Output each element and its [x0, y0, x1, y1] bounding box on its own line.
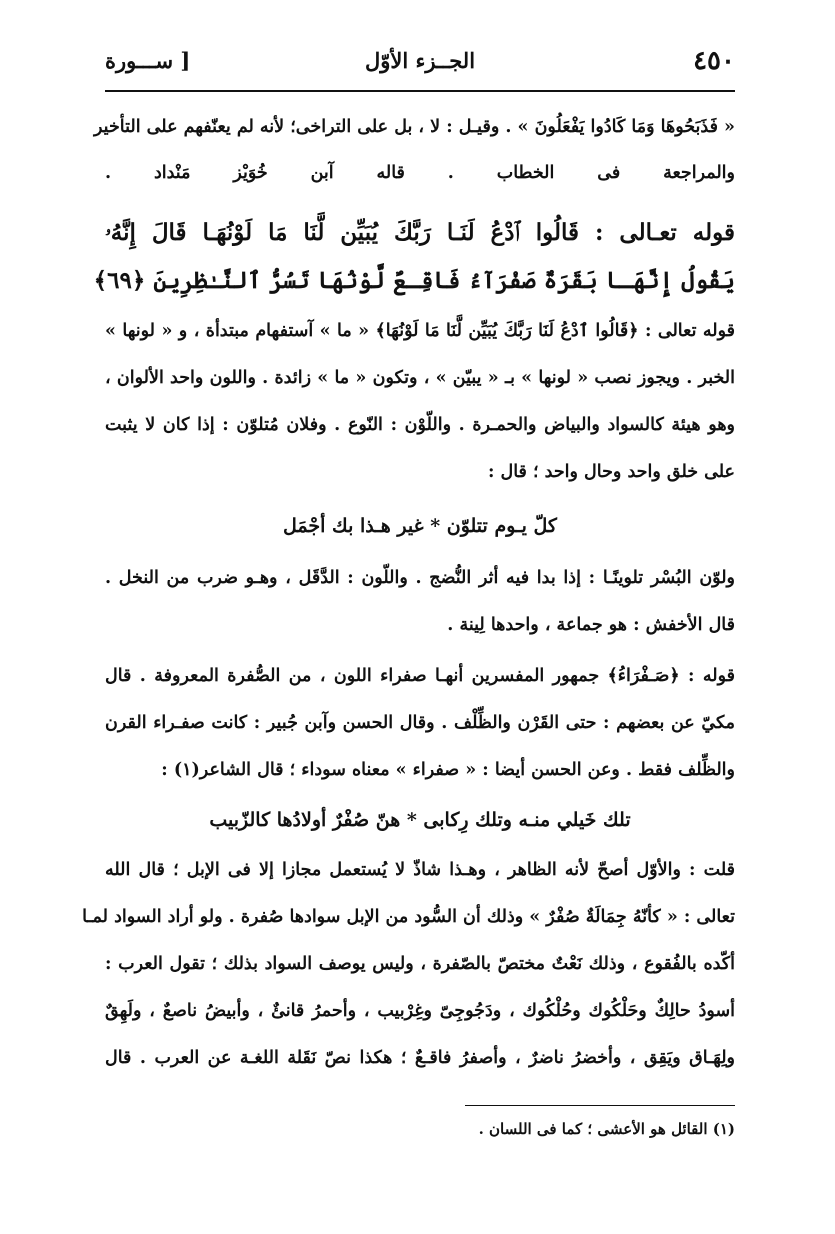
text-line: قلت : والأوّل أصحّ لأنه الظاهر ، وهـذا شاذّ لا يُستعمل مجازا إلا فى الإبل ؛ قال الله: [105, 860, 735, 880]
header-rule: [105, 90, 735, 92]
text-line: وهو هيئة كالسواد والبياض والحمـرة . واللّوْن : النّوع . وفلان مُتلوّن : إذا كان لا يثبت: [105, 415, 735, 435]
verse-line: قوله تعـالى : قَالُوا ٱدْعُ لَنَـا رَبَّكَ يُبَيِّن لَّنَا مَا لَوْنُهَـا قَالَ إِنَّهُۥ: [105, 219, 735, 246]
body-text: [82, 112, 735, 1069]
text-line: ولِهَـاق ويَقِق ، وأخضرُ ناضرٌ ، وأصفرُ فاقـعٌ ؛ هكذا نصّ نَقَلة اللغـة عن العرب . قال: [105, 1048, 735, 1068]
text-line: والظِّلف فقط . وعن الحسن أيضا : « صفراء » معناه سوداء ؛ قال الشاعر(١) :: [161, 760, 735, 780]
text-line: على خلق واحد وحال واحد ؛ قال :: [487, 462, 735, 482]
text-line: والمراجعة فى الخطاب . قاله آبن خُوَيْز مَنْداد .: [105, 163, 735, 183]
surah-label: [ ســـورة: [105, 48, 191, 73]
text-line: أكّده بالفُقوع ، وذلك نَعْتٌ مختصّ بالصّفرة ، وليس يوصف السواد بذلك ؛ تقول العرب :: [105, 954, 735, 974]
text-line: ولوّن البُسْر تلوينًـا : إذا بدا فيه أثر النُّضج . واللّون : الدَّقَل ، وهـو ضرب من النخل .: [105, 568, 735, 588]
text-line: قوله تعالى : ﴿قَالُوا ٱدْعُ لَنَا رَبَّكَ يُبَيِّن لَّنَا مَا لَوْنُهَا﴾ « ما » آستفهام مبتدأة ، و « لونها »: [105, 321, 735, 341]
text-line: تعالى : « كأنّهُ جِمَالَةٌ صُفْرٌ » وذلك أن السُّود من الإبل سوادها صُفرة . ولو أراد السواد لمـا: [82, 907, 735, 927]
footnote: (١) القائل هو الأعشى ؛ كما فى اللسان .: [478, 1120, 735, 1138]
text-line: « فَذَبَحُوهَا وَمَا كَادُوا يَفْعَلُونَ » . وقيـل : لا ، بل على التراخى؛ لأنه لم يعنّفهم على التأخير: [94, 117, 735, 137]
poem-line: تلك خَيلي منـه وتلك رِكابى * هنّ صُفْرٌ أولادُها كالزّبيب: [209, 809, 631, 831]
text-line: مكيّ عن بعضهم : حتى القَرْن والظِّلْف . وقال الحسن وآبن جُبير : كانت صفـراء القرن: [105, 713, 735, 733]
footnote-rule: [465, 1105, 735, 1106]
part-title: الجــزء الأوّل: [364, 48, 476, 73]
poem-line: كلّ يـوم تتلوّن * غير هـذا بك أجْمَل: [283, 515, 557, 537]
text-line: الخبر . ويجوز نصب « لونها » بـ « يبيّن » ، وتكون « ما » زائدة . واللون واحد الألوان ،: [105, 368, 735, 388]
running-header: [105, 38, 735, 88]
text-line: أسودُ حالِكٌ وحَلْكُوك وحُلْكُوك ، ودَجُوجِىّ وغِرْبيب ، وأحمرُ قانئٌ ، وأبيضُ ناصعٌ ، ولَهِقٌ: [105, 1001, 735, 1021]
text-line: قال الأخفش : هو جماعة ، واحدها لِينة .: [447, 615, 735, 635]
page-number: ٤٥٠: [693, 46, 735, 76]
text-line: قوله : ﴿صَـفْرَاءُ﴾ جمهور المفسرين أنهـا صفراء اللون ، من الصُّفرة المعروفة . قال: [105, 666, 735, 686]
verse-line: يَقُولُ إِنَّهَـا بَقَرَةٌ صَفْرَآءُ فَاقِـعٌ لَّوْنُهَا تَسُرُّ ٱلنَّـٰظِرِينَ ﴿٦٩﴾: [93, 267, 735, 294]
